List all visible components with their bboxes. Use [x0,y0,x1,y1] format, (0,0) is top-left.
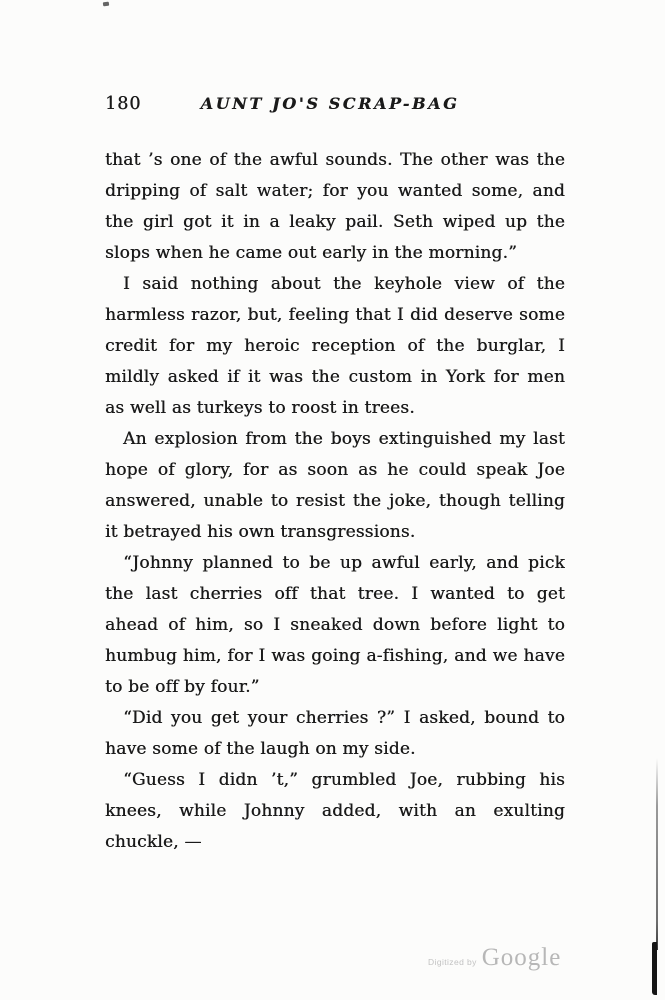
text-line: slops when he came out early in the morning.” [105,243,517,263]
text-line: hope of glory, for as soon as he could speak Joe [105,460,565,480]
text-line: mildly asked if it was the custom in York for men [105,367,565,387]
page-text [105,145,565,858]
text-line: An explosion from the boys extinguished my last [123,429,565,449]
text-line: as well as turkeys to roost in trees. [105,398,415,418]
scan-edge-line-artifact [656,758,658,950]
text-line: to be off by four.” [105,677,260,697]
text-line: credit for my heroic reception of the burglar, I [105,336,565,356]
digitized-by-label: Digitized by [428,957,477,967]
scan-edge-mark-artifact [652,942,657,995]
text-line: harmless razor, but, feeling that I did deserve some [105,305,565,325]
google-watermark [428,944,561,972]
text-line: humbug him, for I was going a-fishing, and we have [105,646,565,666]
scan-speck-artifact [103,2,109,7]
text-line: “Johnny planned to be up awful early, and pick [123,553,565,573]
text-line: dripping of salt water; for you wanted some, and [105,181,565,201]
text-line: “Guess I didn ’t,” grumbled Joe, rubbing his [123,770,565,790]
text-line: ahead of him, so I sneaked down before light to [105,615,565,635]
text-line: it betrayed his own transgressions. [105,522,416,542]
text-line: the last cherries off that tree. I wanted to get [105,584,565,604]
text-line: answered, unable to resist the joke, though telling [105,491,565,511]
text-line: “Did you get your cherries ?” I asked, bound to [123,708,565,728]
text-line: chuckle, — [105,832,202,852]
google-logo: Google [481,944,562,971]
text-line: the girl got it in a leaky pail. Seth wiped up the [105,212,565,232]
page-header [105,94,565,116]
text-line: have some of the laugh on my side. [105,739,416,759]
text-line: I said nothing about the keyhole view of the [123,274,565,294]
page-number: 180 [105,94,142,114]
text-line: knees, while Johnny added, with an exulting [105,801,565,821]
running-title: AUNT JO'S SCRAP-BAG [200,94,460,113]
text-line: that ’s one of the awful sounds. The other was the [105,150,565,170]
